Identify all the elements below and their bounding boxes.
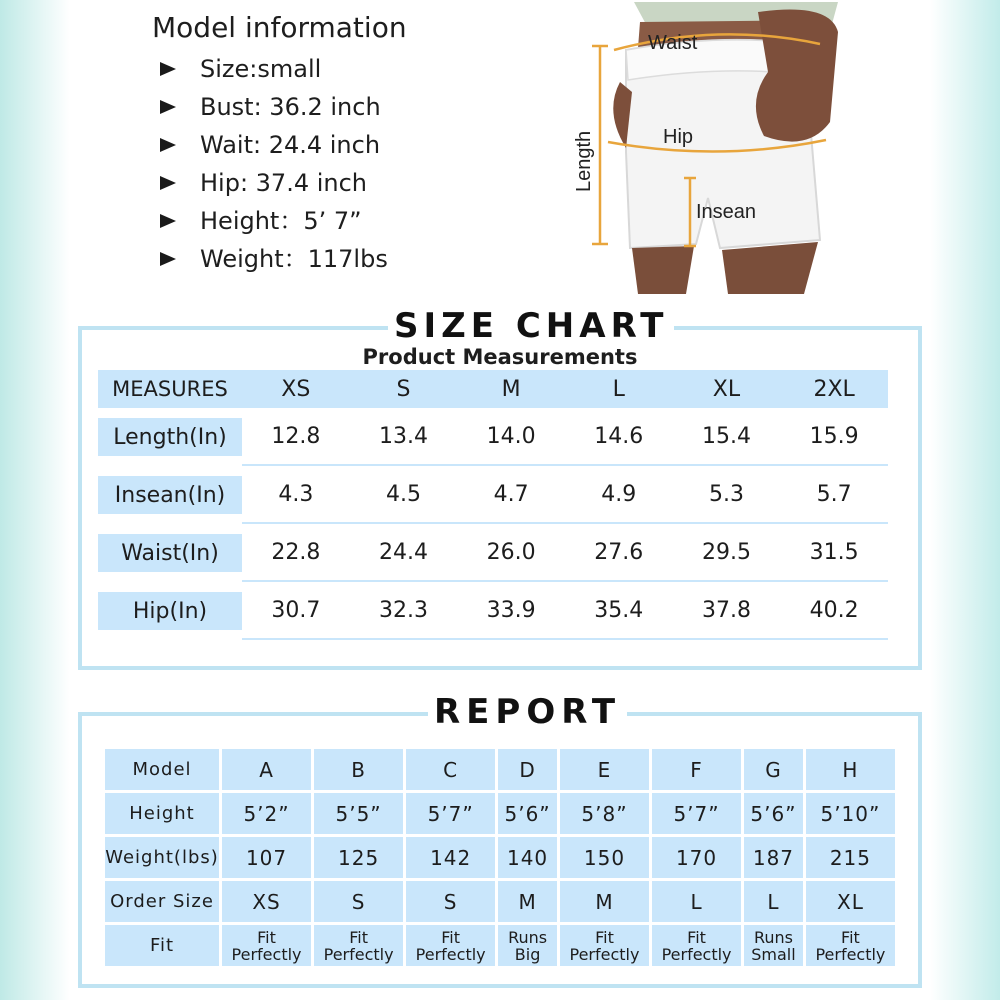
arrow-bullet-icon	[160, 214, 176, 228]
report-cell: Fit Perfectly	[560, 925, 649, 966]
arrow-bullet-icon	[160, 138, 176, 152]
report-row-height	[105, 793, 895, 834]
report-cell: 5’10”	[806, 793, 895, 834]
report-cell: H	[806, 749, 895, 790]
size-cell: 26.0	[457, 524, 565, 582]
report-cell: 5’2”	[222, 793, 311, 834]
report-row-model	[105, 749, 895, 790]
report-cell: E	[560, 749, 649, 790]
arrow-bullet-icon	[160, 62, 176, 76]
report-cell: 150	[560, 837, 649, 878]
report-cell: B	[314, 749, 403, 790]
size-row-label: Waist(In)	[98, 534, 242, 572]
model-info-item: Hip: 37.4 inch	[152, 164, 407, 202]
model-info-list	[152, 50, 407, 278]
size-chart-table	[98, 370, 888, 640]
size-cell: 14.6	[565, 408, 673, 466]
report-cell: S	[314, 881, 403, 922]
size-cell: 14.0	[457, 408, 565, 466]
shorts-figure	[568, 2, 852, 294]
hand	[756, 10, 838, 142]
size-row-hip	[98, 582, 888, 640]
size-row-label: Insean(In)	[98, 476, 242, 514]
model-info-item: Height：5’ 7”	[152, 202, 407, 240]
size-row-waist	[98, 524, 888, 582]
size-header-cell: S	[350, 370, 458, 408]
report-row-label: Weight(lbs)	[105, 837, 219, 878]
model-info-title: Model information	[152, 11, 407, 44]
report-cell: G	[744, 749, 803, 790]
report-cell: L	[652, 881, 741, 922]
size-header-cell: 2XL	[780, 370, 888, 408]
size-cell: 4.7	[457, 466, 565, 524]
size-cell: 29.5	[673, 524, 781, 582]
report-cell: Runs Big	[498, 925, 557, 966]
report-cell: A	[222, 749, 311, 790]
report-cell: F	[652, 749, 741, 790]
size-cell: 15.4	[673, 408, 781, 466]
report-cell: M	[560, 881, 649, 922]
size-cell: 37.8	[673, 582, 781, 640]
report-cell: S	[406, 881, 495, 922]
report-cell: 5’7”	[652, 793, 741, 834]
size-cell: 13.4	[350, 408, 458, 466]
model-info-item: Weight：117lbs	[152, 240, 407, 278]
report-cell: L	[744, 881, 803, 922]
size-header-cell: L	[565, 370, 673, 408]
size-header-cell: MEASURES	[98, 370, 242, 408]
model-info-item: Size:small	[152, 50, 407, 88]
size-cell: 30.7	[242, 582, 350, 640]
report-cell: Runs Small	[744, 925, 803, 966]
size-cell: 5.7	[780, 466, 888, 524]
report-row-label: Order Size	[105, 881, 219, 922]
report-row-label: Height	[105, 793, 219, 834]
report-cell: 5’6”	[498, 793, 557, 834]
size-cell: 4.5	[350, 466, 458, 524]
size-header-cell: XS	[242, 370, 350, 408]
size-chart-panel	[78, 306, 922, 670]
shorts-measurement-illustration	[568, 2, 852, 294]
size-cell: 4.3	[242, 466, 350, 524]
size-cell: 22.8	[242, 524, 350, 582]
size-cell: 5.3	[673, 466, 781, 524]
left-leg	[632, 246, 694, 294]
length-label: Length	[573, 130, 595, 192]
size-cell: 4.9	[565, 466, 673, 524]
arrow-bullet-icon	[160, 176, 176, 190]
report-cell: 215	[806, 837, 895, 878]
report-row-label: Model	[105, 749, 219, 790]
report-row-order-size	[105, 881, 895, 922]
report-cell: Fit Perfectly	[314, 925, 403, 966]
size-cell: 15.9	[780, 408, 888, 466]
hip-label: Hip	[663, 126, 694, 148]
report-cell: Fit Perfectly	[652, 925, 741, 966]
size-cell: 35.4	[565, 582, 673, 640]
report-cell: C	[406, 749, 495, 790]
report-panel	[78, 692, 922, 988]
report-row-label: Fit	[105, 925, 219, 966]
right-leg	[722, 242, 818, 294]
size-chart-title: SIZE CHART	[388, 306, 674, 346]
report-title: REPORT	[428, 692, 627, 732]
report-table	[102, 746, 898, 969]
insean-label: Insean	[696, 201, 757, 223]
report-cell: 170	[652, 837, 741, 878]
report-cell: M	[498, 881, 557, 922]
size-header-cell: XL	[673, 370, 781, 408]
size-cell: 27.6	[565, 524, 673, 582]
report-cell: 107	[222, 837, 311, 878]
report-cell: 5’7”	[406, 793, 495, 834]
report-cell: 125	[314, 837, 403, 878]
report-cell: 142	[406, 837, 495, 878]
size-chart-subtitle: Product Measurements	[362, 345, 638, 369]
size-cell: 12.8	[242, 408, 350, 466]
size-row-label: Length(In)	[98, 418, 242, 456]
report-cell: 140	[498, 837, 557, 878]
size-cell: 31.5	[780, 524, 888, 582]
size-cell: 32.3	[350, 582, 458, 640]
report-row-weight	[105, 837, 895, 878]
arrow-bullet-icon	[160, 100, 176, 114]
report-cell: D	[498, 749, 557, 790]
report-cell: XS	[222, 881, 311, 922]
report-cell: 5’8”	[560, 793, 649, 834]
report-cell: 5’5”	[314, 793, 403, 834]
waist-label: Waist	[648, 32, 698, 54]
size-row-insean	[98, 466, 888, 524]
model-information	[152, 10, 407, 278]
report-cell: Fit Perfectly	[406, 925, 495, 966]
size-header-row	[98, 370, 888, 408]
size-cell: 33.9	[457, 582, 565, 640]
report-cell: 5’6”	[744, 793, 803, 834]
report-row-fit	[105, 925, 895, 966]
model-info-item: Wait: 24.4 inch	[152, 126, 407, 164]
size-cell: 40.2	[780, 582, 888, 640]
size-cell: 24.4	[350, 524, 458, 582]
arrow-bullet-icon	[160, 252, 176, 266]
size-header-cell: M	[457, 370, 565, 408]
report-cell: 187	[744, 837, 803, 878]
report-cell: XL	[806, 881, 895, 922]
model-info-item: Bust: 36.2 inch	[152, 88, 407, 126]
size-row-length	[98, 408, 888, 466]
report-cell: Fit Perfectly	[806, 925, 895, 966]
report-cell: Fit Perfectly	[222, 925, 311, 966]
size-row-label: Hip(In)	[98, 592, 242, 630]
